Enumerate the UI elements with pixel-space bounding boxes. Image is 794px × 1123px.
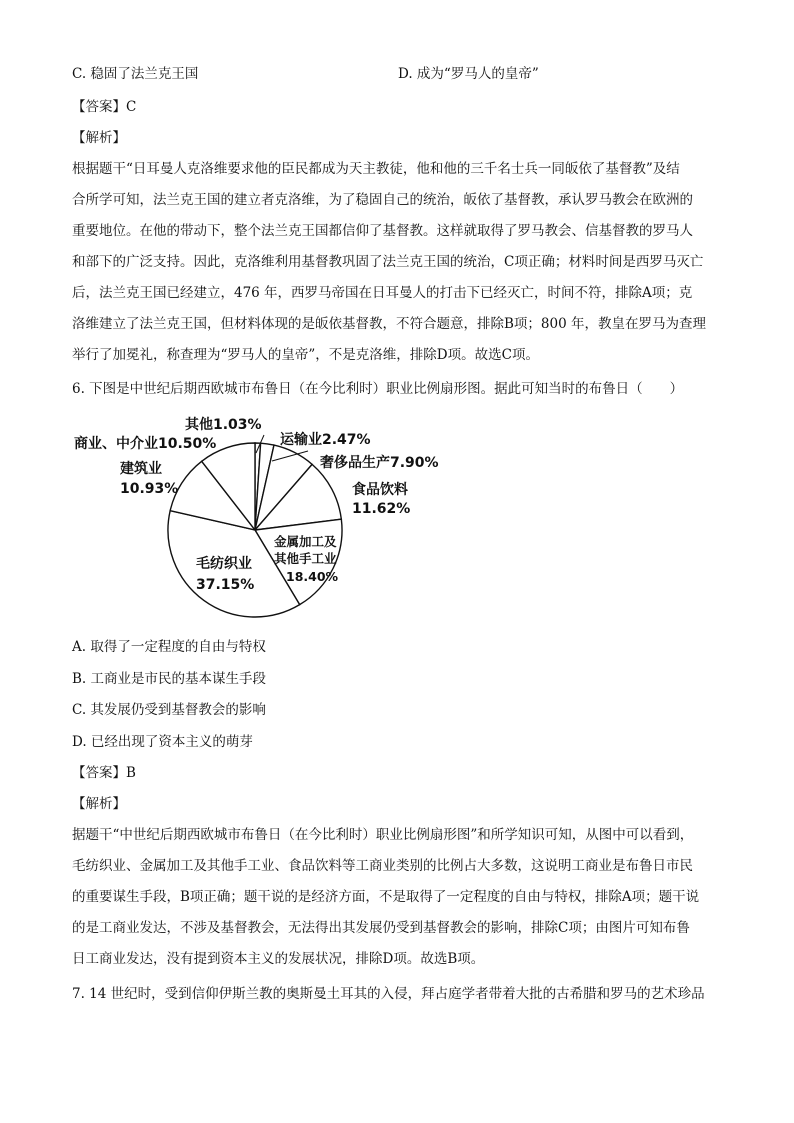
pie-value-wool: 37.15% [196,577,255,593]
pie-label-transport: 运输业2.47% [280,432,371,448]
q6-option-b: B. 工商业是市民的基本谋生手段 [72,671,267,687]
pie-label-luxury: 奢侈品生产7.90% [320,455,439,471]
q5-option-c: C. 稳固了法兰克王国 [72,66,199,82]
q6-option-d: D. 已经出现了资本主义的萌芽 [72,734,253,750]
pie-label-metal-2: 其他手工业 [274,551,337,566]
q5-answer: 【答案】C [72,99,137,115]
q5-option-d: D. 成为“罗马人的皇帝” [398,66,539,82]
q6-analysis-line: 的重要谋生手段，B项正确；题干说的是经济方面，不是取得了一定程度的自由与特权，排除A项；题干说 [72,889,700,905]
q5-analysis-line: 后，法兰克王国已经建立，476 年，西罗马帝国在日耳曼人的打击下已经灭亡，时间不符，排除A项；克 [72,285,693,301]
pie-label-food: 食品饮料 [352,482,408,498]
pie-chart [62,405,462,635]
q6-answer: 【答案】B [72,765,136,781]
pie-label-wool: 毛纺织业 [196,556,252,572]
q5-analysis-line: 举行了加冕礼，称查理为“罗马人的皇帝”，不是克洛维，排除D项。故选C项。 [72,347,539,363]
pie-label-construction: 建筑业 [120,461,162,477]
q5-analysis-line: 合所学可知，法兰克王国的建立者克洛维，为了稳固自己的统治，皈依了基督教，承认罗马教会在欧洲的 [72,192,693,208]
q6-analysis-label: 【解析】 [72,796,126,812]
q5-analysis-label: 【解析】 [72,130,126,146]
q6-option-a: A. 取得了一定程度的自由与特权 [72,639,266,655]
q5-analysis-line: 根据题干“日耳曼人克洛维要求他的臣民都成为天主教徒，他和他的三千名士兵一同皈依了基督教”及结 [72,161,680,177]
pie-label-commerce: 商业、中介业10.50% [74,436,217,452]
q5-analysis-line: 重要地位。在他的带动下，整个法兰克王国都信仰了基督教。这样就取得了罗马教会、信基督教的罗马人 [72,223,693,239]
q6-stem: 6. 下图是中世纪后期西欧城市布鲁日（在今比利时）职业比例扇形图。据此可知当时的布鲁日（ ） [72,381,684,397]
q5-analysis-line: 洛维建立了法兰克王国，但材料体现的是皈依基督教，不符合题意，排除B项；800 年，教皇在罗马为查理 [72,316,706,332]
q6-analysis-line: 据题干“中世纪后期西欧城市布鲁日（在今比利时）职业比例扇形图”和所学知识可知，从图中可以看到， [72,827,694,843]
q6-analysis-line: 的是工商业发达，不涉及基督教会，无法得出其发展仍受到基督教会的影响，排除C项；由图片可知布鲁 [72,920,690,936]
q6-analysis-line: 日工商业发达，没有提到资本主义的发展状况，排除D项。故选B项。 [72,951,485,967]
q5-analysis-line: 和部下的广泛支持。因此，克洛维利用基督教巩固了法兰克王国的统治，C项正确；材料时间是西罗马灭亡 [72,254,704,270]
q6-option-c: C. 其发展仍受到基督教会的影响 [72,702,266,718]
q5-analysis [72,159,732,376]
pie-value-metal: 18.40% [286,569,339,584]
pie-value-food: 11.62% [352,501,411,517]
q7-stem: 7. 14 世纪时，受到信仰伊斯兰教的奥斯曼土耳其的入侵，拜占庭学者带着大批的古希腊和罗马的艺术珍品 [72,986,705,1002]
pie-label-other: 其他1.03% [185,417,262,433]
q6-analysis [72,825,732,980]
pie-value-construction: 10.93% [120,481,179,497]
q6-analysis-line: 毛纺织业、金属加工及其他手工业、食品饮料等工商业类别的比例占大多数，这说明工商业是布鲁日市民 [72,858,693,874]
pie-label-metal: 金属加工及 [274,534,337,549]
